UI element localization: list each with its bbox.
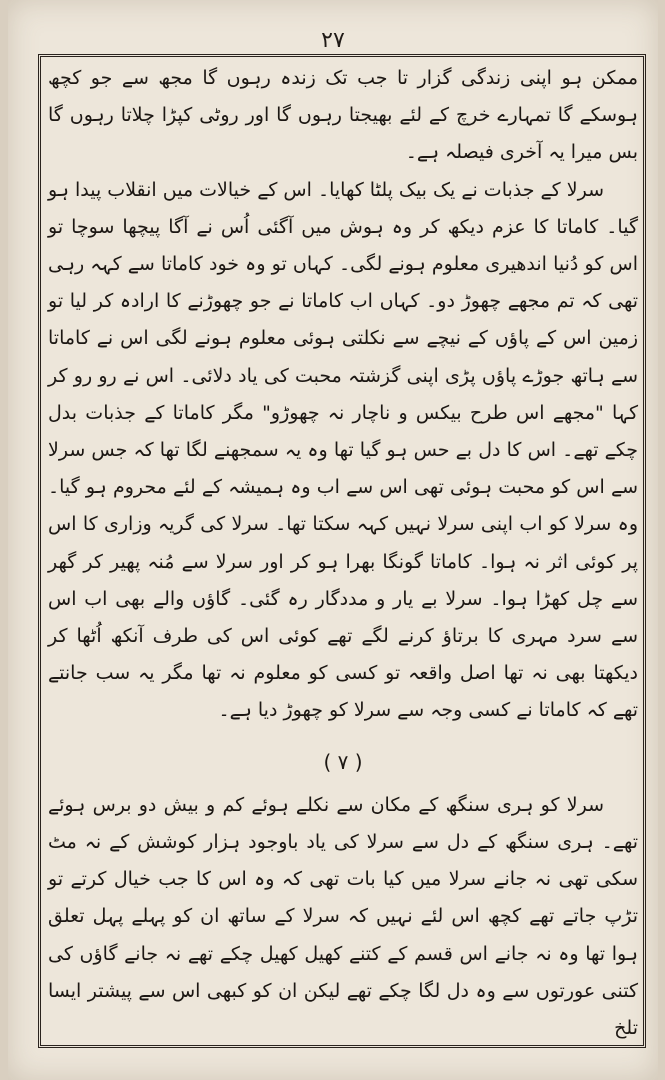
section-number: ( ۷ ): [323, 749, 363, 774]
paragraph-hari-singh: سرلا کو ہری سنگھ کے مکان سے نکلے ہوئے کم و بیش دو برس ہوئے تھے۔ ہری سنگھ کے دل سے سرلا کی یاد باوجود ہزار کوشش کے نہ مٹ سکی تھی نہ جانے سرلا میں کیا بات تھی کہ وہ اس کا جب خیال کرتے تو تڑپ جاتے تھے کچھ اس لئے نہیں کہ سرلا کے ساتھ ان کو پہلے پہل تعلق ہوا تھا وہ نہ جانے اس قسم کے کتنے کھیل کھیل چکے تھے نہ جانے گاؤں کی کتنی عورتوں سے وہ دل لگا چکے تھے لیکن ان کو کبھی اس سے پیشتر ایسا تلخ: [48, 793, 638, 1040]
book-page: [8, 0, 658, 1080]
paragraph-sarla-emotions: سرلا کے جذبات نے یک بیک پلٹا کھایا۔ اس کے خیالات میں انقلاب پیدا ہو گیا۔ کاماتا کا عزم دیکھ کر وہ ہوش میں آگئی اُس نے آگا پیچھا سوچا تو اس کو دُنیا اندھیری معلوم ہونے لگی۔ کہاں تو وہ خود کاماتا سے کہہ رہی تھی کہ تم مجھے چھوڑ دو۔ کہاں اب کاماتا نے جو چھوڑنے کا ارادہ کر لیا تو زمین اس کے پاؤں کے نیچے سے نکلتی ہوئی معلوم ہونے لگی اس نے کاماتا سے ہاتھ جوڑے پاؤں پڑی اپنی گزشتہ محبت کی یاد دلائی۔ اس نے رو رو کر کہا "مجھے اس طرح بیکس و ناچار نہ چھوڑو" مگر کاماتا کے جذبات بدل چکے تھے۔ اس کا دل بے حس ہو گیا تھا وہ یہ سمجھنے لگا تھا کہ جس سرلا سے اس کو محبت ہوئی تھی اس سے اب وہ ہمیشہ کے لئے محروم ہو گیا۔ وہ سرلا کو اب اپنی سرلا نہیں کہہ سکتا تھا۔ سرلا کی گریہ وزاری کا اس پر کوئی اثر نہ ہوا۔ کاماتا گونگا بھرا ہو کر اور سرلا سے مُنہ پھیر کر گھر سے چل کھڑا ہوا۔ سرلا بے یار و مددگار رہ گئی۔ گاؤں والے بھی اب اس سے سرد مہری کا برتاؤ کرنے لگے تھے کوئی اس کی طرف آنکھ اُٹھا کر دیکھتا بھی نہ تھا اصل واقعہ تو کسی کو معلوم نہ تھا مگر یہ سب جانتے تھے کہ کاماتا نے کسی وجہ سے سرلا کو چھوڑ دیا ہے۔: [48, 178, 638, 722]
page-number: ۲۷: [321, 28, 345, 53]
paragraph-continuation: ممکن ہو اپنی زندگی گزار تا جب تک زندہ رہوں گا مجھ سے جو کچھ ہوسکے گا تمہارے خرچ کے لئے بھیجتا رہوں گا اور روٹی کپڑا چلاتا رہوں گا بس میرا یہ آخری فیصلہ ہے۔: [48, 67, 638, 164]
body-text: [48, 60, 638, 1047]
